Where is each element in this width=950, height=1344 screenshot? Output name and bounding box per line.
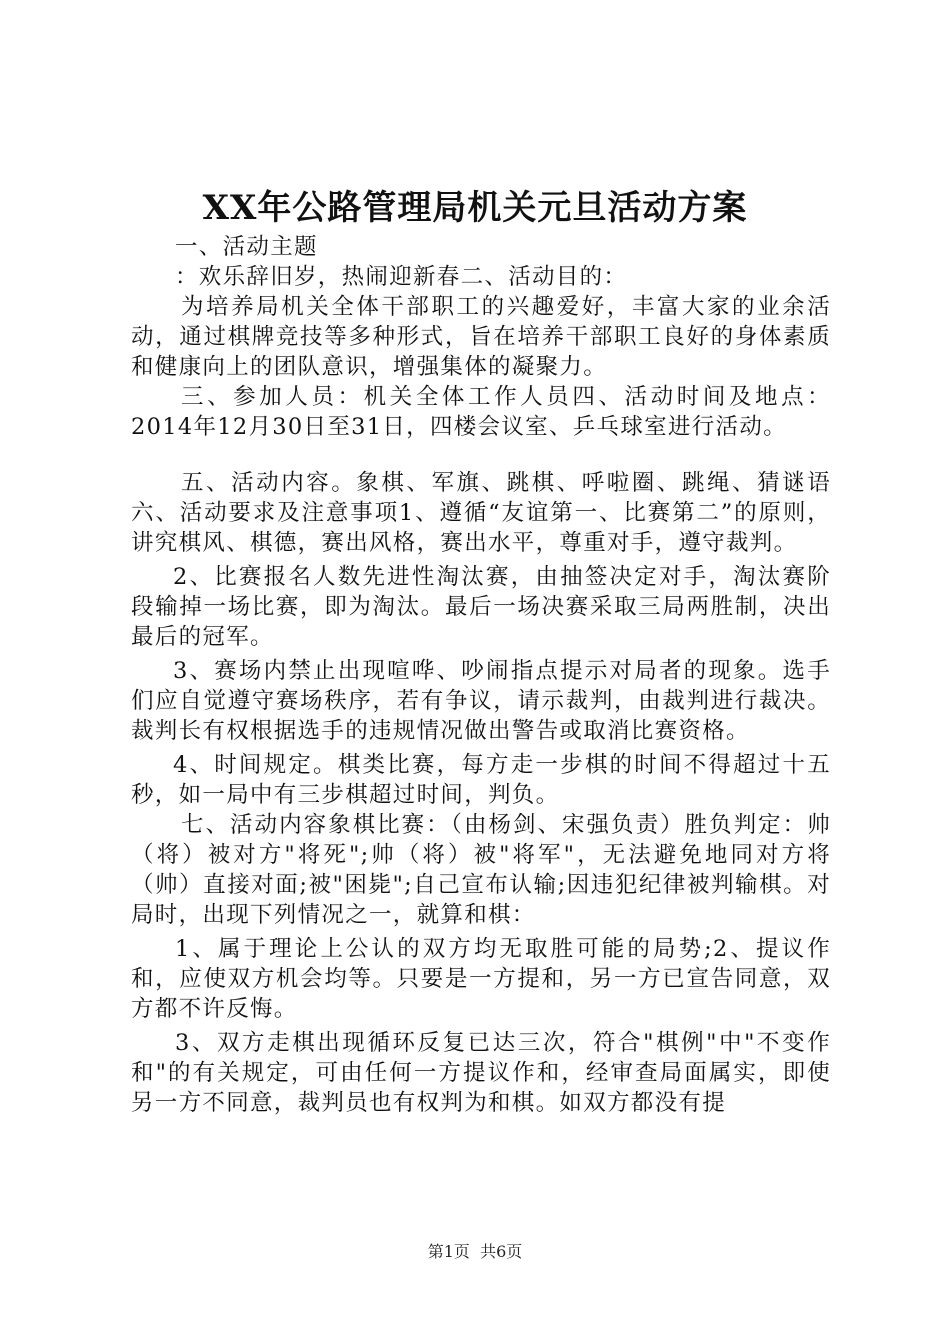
paragraph-participants-time-place: 三、参加人员：机关全体工作人员四、活动时间及地点：2014年12月30日至31日，四楼会议室、乒乓球室进行活动。 [131, 384, 831, 440]
paragraph-chess-rules: 七、活动内容象棋比赛：（由杨剑、宋强负责）胜负判定：帅（将）被对方"将死";帅（将）被"将军"，无法避免地同对方将（帅）直接对面;被"困毙";自己宣布认输;因违犯纪律被判输棋。对局时，出现下列情况之一，就算和棋： [131, 812, 831, 928]
paragraph-activity-theme-heading: 一、活动主题 [175, 234, 318, 260]
paragraph-activity-theme: ：欢乐辞旧岁，热闹迎新春二、活动目的： [175, 264, 628, 290]
paragraph-rule-4: 4、时间规定。棋类比赛，每方走一步棋的时间不得超过十五秒，如一局中有三步棋超过时间，判负。 [131, 752, 831, 808]
page-number-label: 第1页 共6页 [427, 1242, 523, 1261]
paragraph-rule-2: 2、比赛报名人数先进性淘汰赛，由抽签决定对手，淘汰赛阶段输掉一场比赛，即为淘汰。最后一场决赛采取三局两胜制，决出最后的冠军。 [131, 564, 831, 650]
paragraph-draw-rule-3: 3、双方走棋出现循环反复已达三次，符合"棋例"中"不变作和"的有关规定，可由任何一方提议作和，经审查局面属实，即使另一方不同意，裁判员也有权判为和棋。如双方都没有提 [131, 1030, 831, 1116]
document-body [131, 232, 831, 1118]
paragraph-spacer [131, 442, 831, 468]
page-footer [0, 1241, 950, 1263]
paragraph-activity-purpose: 为培养局机关全体干部职工的兴趣爱好，丰富大家的业余活动，通过棋牌竞技等多种形式，旨在培养干部职工良好的身体素质和健康向上的团队意识，增强集体的凝聚力。 [131, 294, 831, 380]
paragraph-activity-content-requirements: 五、活动内容。象棋、军旗、跳棋、呼啦圈、跳绳、猜谜语六、活动要求及注意事项1、遵循“友谊第一、比赛第二”的原则，讲究棋风、棋德，赛出风格，赛出水平，尊重对手，遵守裁判。 [131, 470, 831, 556]
paragraph-draw-rule-1-2: 1、属于理论上公认的双方均无取胜可能的局势;2、提议作和，应使双方机会均等。只要是一方提和，另一方已宣告同意，双方都不许反悔。 [131, 936, 831, 1022]
paragraph-rule-3: 3、赛场内禁止出现喧哗、吵闹指点提示对局者的现象。选手们应自觉遵守赛场秩序，若有争议，请示裁判，由裁判进行裁决。裁判长有权根据选手的违规情况做出警告或取消比赛资格。 [131, 658, 831, 744]
document-title: XX年公路管理局机关元旦活动方案 [202, 188, 748, 228]
